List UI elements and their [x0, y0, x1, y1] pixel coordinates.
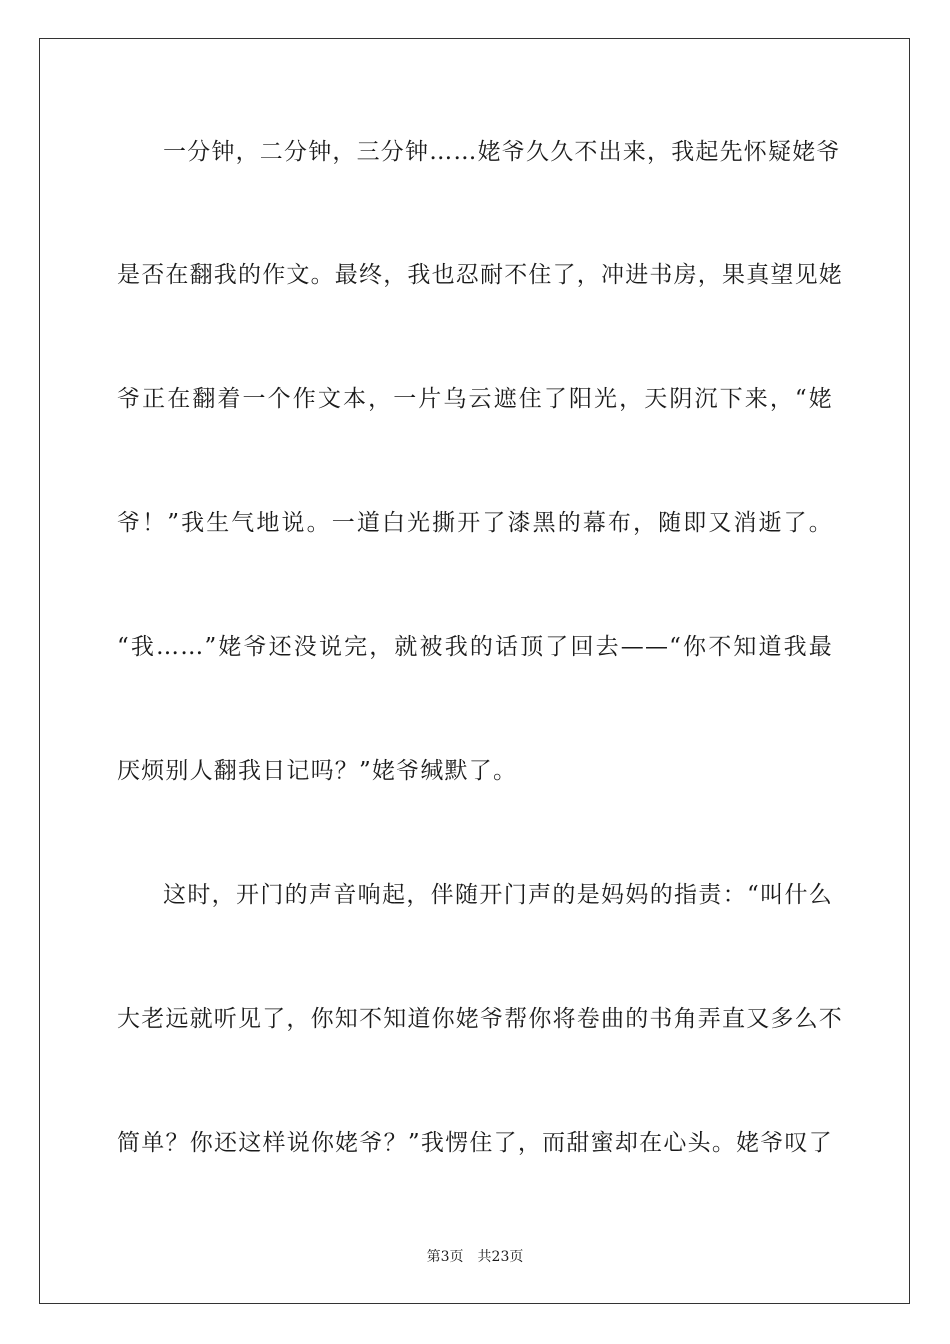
text-line: 厌烦别人翻我日记吗？”姥爷缄默了。	[117, 758, 518, 784]
page-border	[39, 38, 910, 1304]
page-footer	[0, 1248, 950, 1266]
text-line: 爷正在翻着一个作文本，一片乌云遮住了阳光，天阴沉下来，“姥	[117, 386, 833, 412]
text-line: 爷！”我生气地说。一道白光撕开了漆黑的幕布，随即又消逝了。	[117, 510, 833, 536]
text-line: 一分钟，二分钟，三分钟……姥爷久久不出来，我起先怀疑姥爷	[163, 139, 841, 165]
text-line: 简单？你还这样说你姥爷？”我愣住了，而甜蜜却在心头。姥爷叹了	[117, 1130, 833, 1156]
text-line: 这时，开门的声音响起，伴随开门声的是妈妈的指责：“叫什么	[163, 882, 833, 908]
text-line: “我……”姥爷还没说完，就被我的话顶了回去——“你不知道我最	[117, 634, 833, 660]
page-number: 第3页	[426, 1249, 464, 1265]
text-line: 是否在翻我的作文。最终，我也忍耐不住了，冲进书房，果真望见姥	[117, 262, 843, 288]
page-total: 共23页	[477, 1249, 524, 1265]
text-line: 大老远就听见了，你知不知道你姥爷帮你将卷曲的书角弄直又多么不	[117, 1006, 843, 1032]
